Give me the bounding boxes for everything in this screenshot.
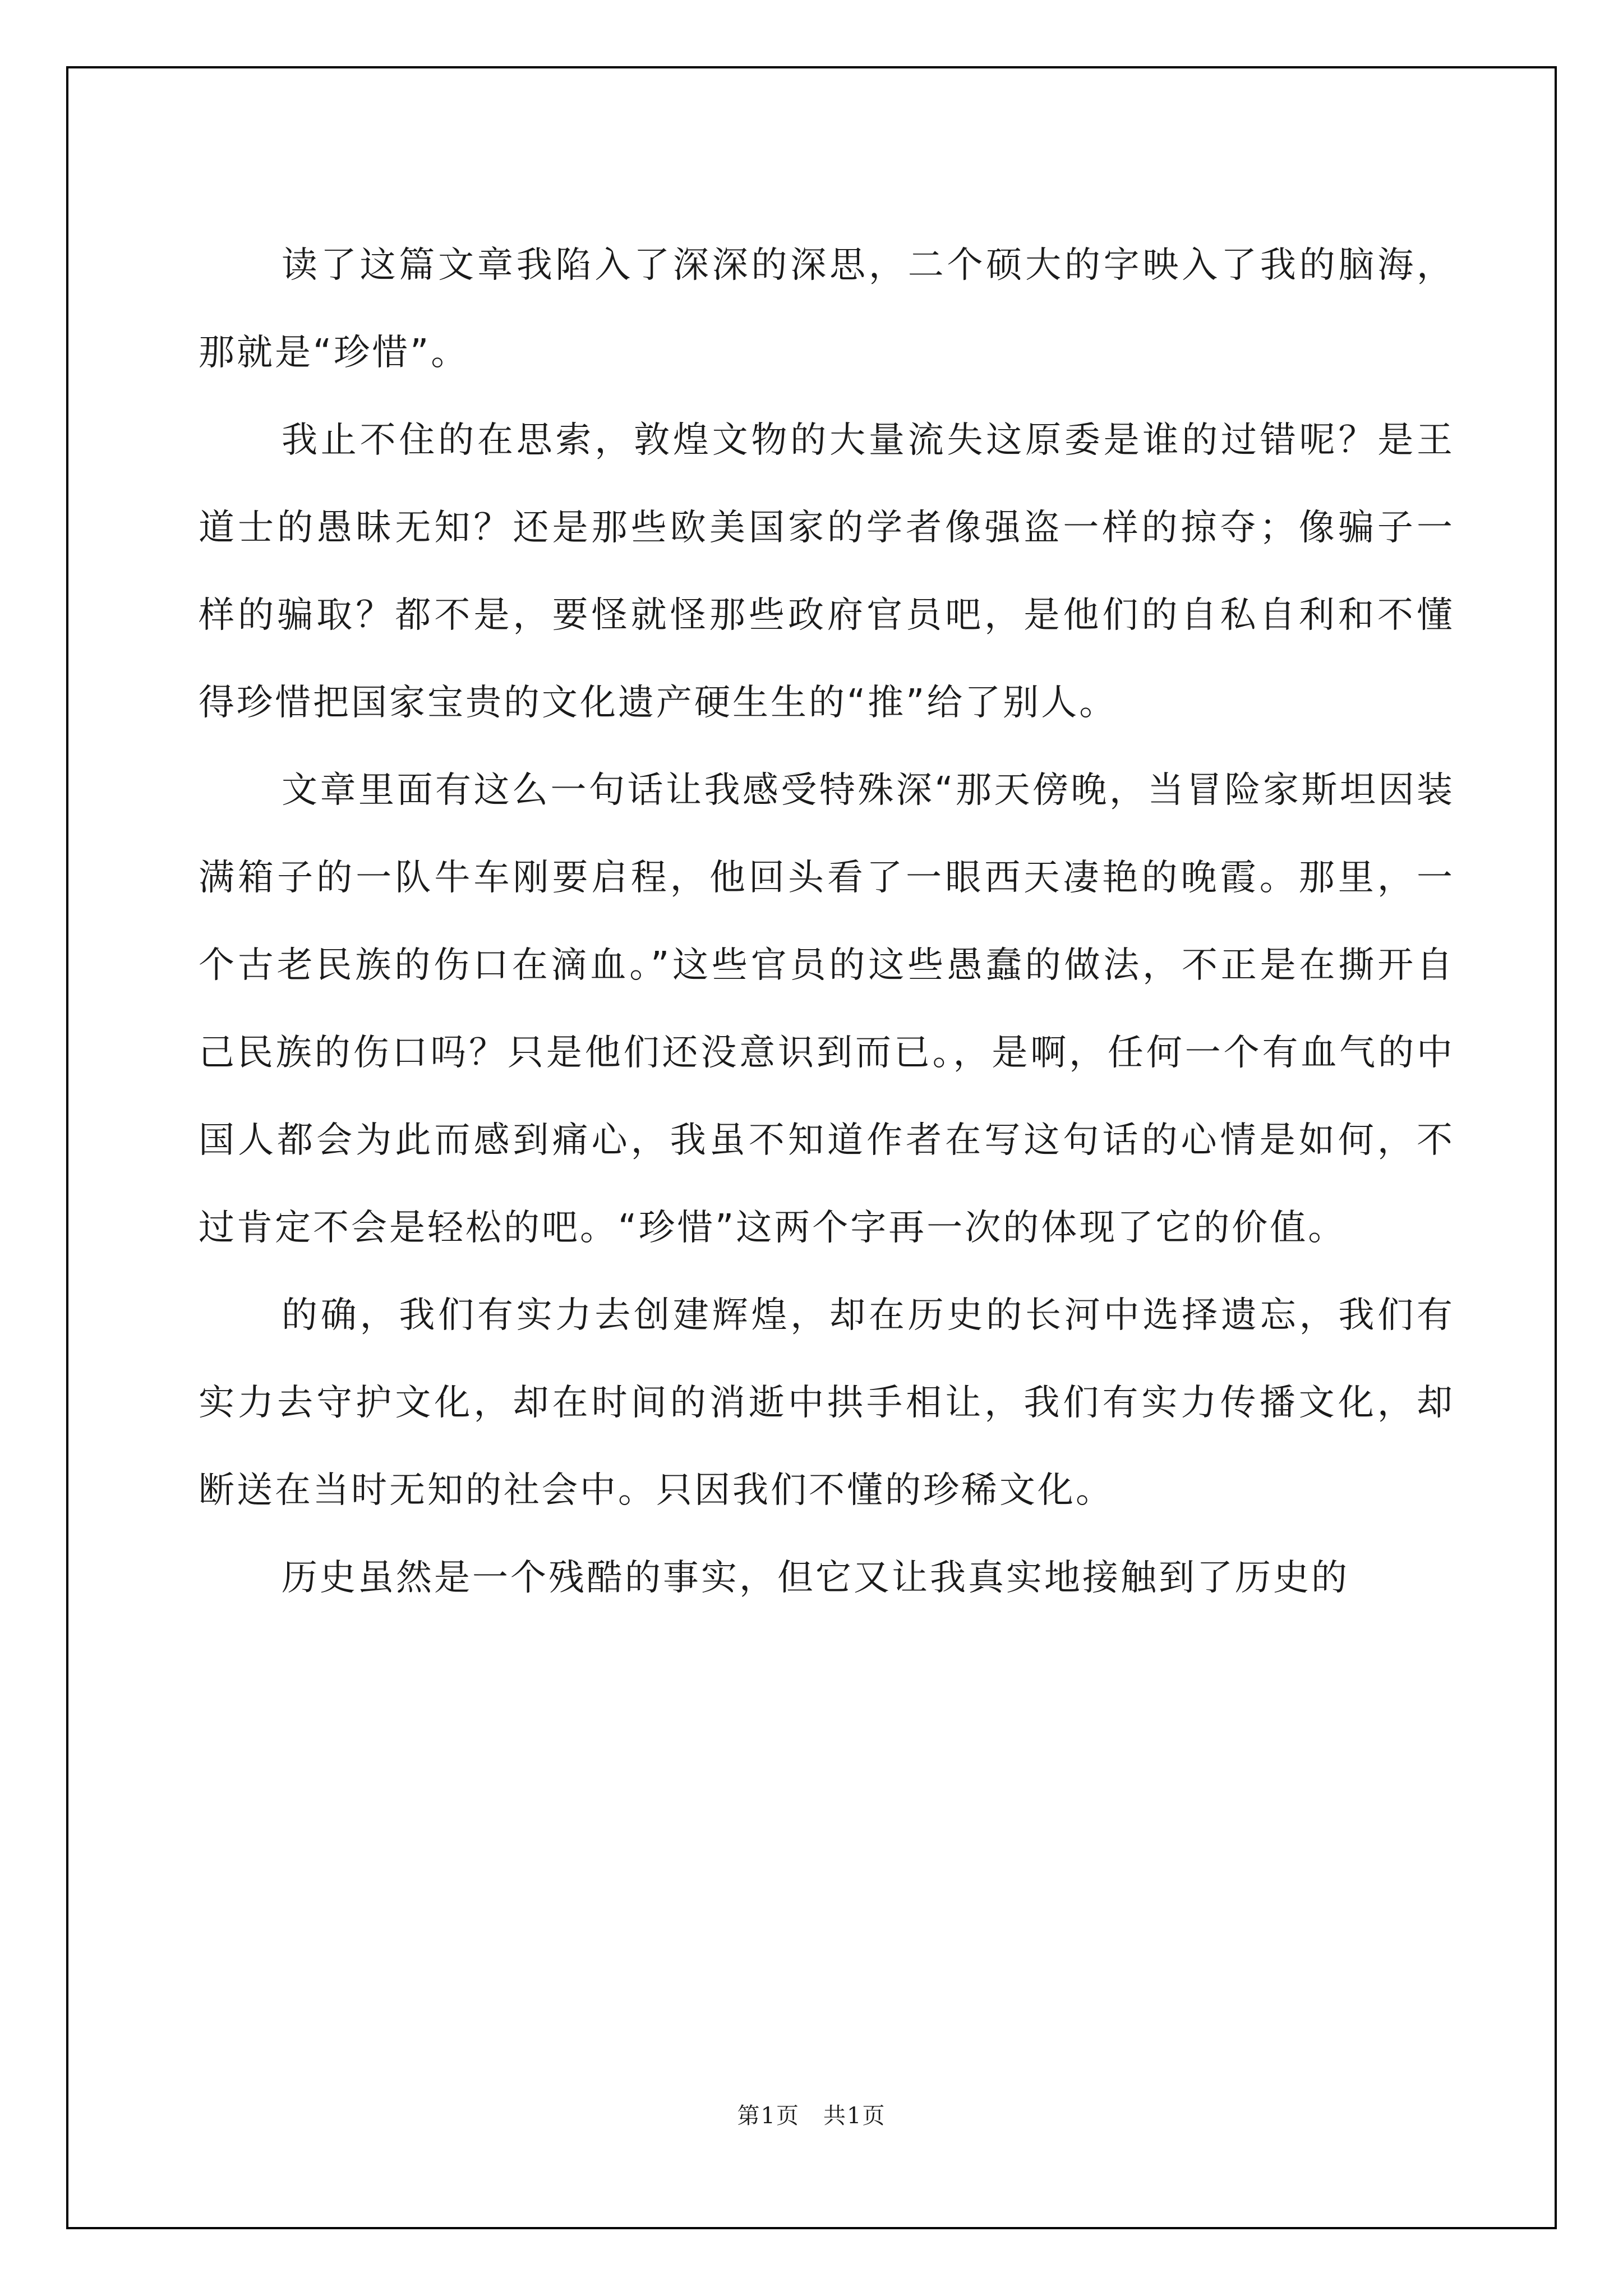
paragraph-5: 历史虽然是一个残酷的事实，但它又让我真实地接触到了历史的 xyxy=(282,1557,1349,1599)
page-footer: 第1页 共1页 xyxy=(737,2103,886,2129)
paragraph-1: 读了这篇文章我陷入了深深的深思，二个硕大的字映入了我的脑海，那就是“珍惜”。 xyxy=(199,245,1455,374)
paragraph-2: 我止不住的在思索，敦煌文物的大量流失这原委是谁的过错呢？是王道士的愚昧无知？还是那些欧美国家的学者像强盗一样的掠夺；像骗子一样的骗取？都不是，要怪就怪那些政府官员吧，是他们的自私自利和不懂得珍惜把国家宝贵的文化遗产硬生生的“推”给了别人。 xyxy=(199,420,1455,724)
document-body xyxy=(199,222,1455,1622)
paragraph-3: 文章里面有这么一句话让我感受特殊深“那天傍晚，当冒险家斯坦因装满箱子的一队牛车刚要启程，他回头看了一眼西天凄艳的晚霞。那里，一个古老民族的伤口在滴血。”这些官员的这些愚蠢的做法，不正是在撕开自己民族的伤口吗？只是他们还没意识到而已。，是啊，任何一个有血气的中国人都会为此而感到痛心，我虽不知道作者在写这句话的心情是如何，不过肯定不会是轻松的吧。“珍惜”这两个字再一次的体现了它的价值。 xyxy=(199,770,1455,1249)
paragraph-4: 的确，我们有实力去创建辉煌，却在历史的长河中选择遗忘，我们有实力去守护文化，却在时间的消逝中拱手相让，我们有实力传播文化，却断送在当时无知的社会中。只因我们不懂的珍稀文化。 xyxy=(199,1295,1455,1511)
